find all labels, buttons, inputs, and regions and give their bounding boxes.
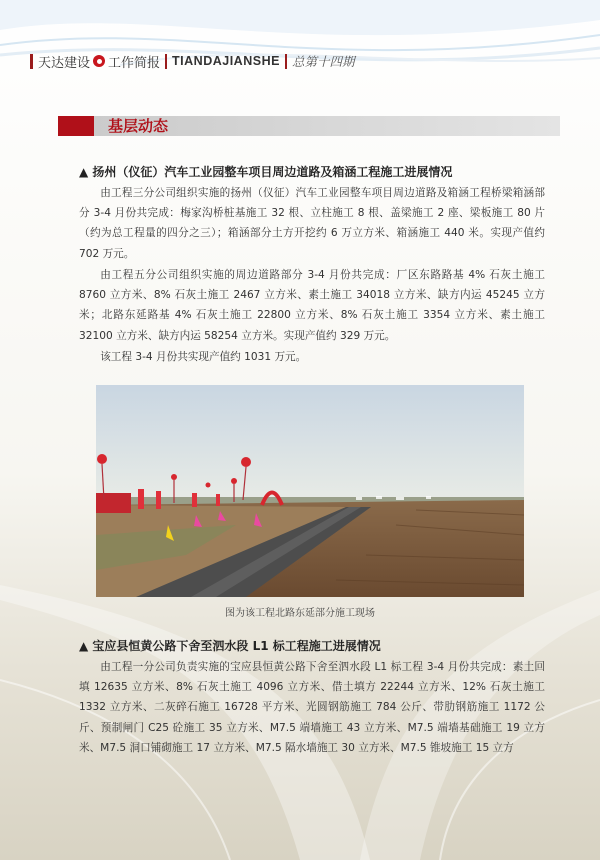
masthead-bar <box>30 54 33 69</box>
section-header <box>58 116 560 136</box>
article-paragraph: 由工程一分公司负责实施的宝应县恒黄公路下舍至泗水段 L1 标工程 3-4 月份共完成：素土回填 12635 立方米、8% 石灰土施工 4096 立方米、借土填方 22244 立方米、12% 石灰土施工 1332 立方米、二灰碎石施工 16728 平方米、光圆钢筋施工 784 公斤、带肋钢筋施工 1172 公斤、预制闸门 C25 砼施工 35 立方米、M7.5 端墙施工 43 立方米、M7.5 端墙基础施工 19 立方米、M7.5 洞口铺砌施工 17 立方米、M7.5 隔水墙施工 30 立方米、M7.5 锥坡施工 15 立方 <box>79 661 545 754</box>
section-accent-block <box>58 116 94 136</box>
section-title: 基层动态 <box>108 117 169 135</box>
article-paragraph: 由工程三分公司组织实施的扬州（仪征）汽车工业园整车项目周边道路及箱涵工程桥梁箱涵部分 3-4 月份共完成：梅家沟桥桩基施工 32 根、立柱施工 8 根、盖梁施工 2 座、梁板施工 80 片（约为总工程量的四分之三）；箱涵部分土方开挖约 6 万立方米、箱涵施工 440 米。实现产值约 702 万元。 <box>79 187 545 260</box>
masthead <box>30 52 354 70</box>
construction-site-photo <box>96 385 524 597</box>
figure-caption: 图为该工程北路东延部分施工现场 <box>225 608 375 619</box>
brand-english: TIANDAJIANSHE <box>172 54 280 68</box>
article-paragraph: 该工程 3-4 月份共实现产值约 1031 万元。 <box>100 351 307 363</box>
newsletter-name: 工作简报 <box>108 55 161 71</box>
article-paragraph: 由工程五分公司组织实施的周边道路部分 3-4 月份共完成：厂区东路路基 4% 石灰土施工 8760 立方米、8% 石灰土施工 2467 立方米、素土施工 34018 立方米、缺方内运 45245 立方米；北路东延路基 4% 石灰土施工 22800 立方米、8% 石灰土施工 3354 立方米、素土施工 32100 立方米、缺方内运 58254 立方米。实现产值约 329 万元。 <box>79 269 545 342</box>
article-heading: ▲ 扬州（仪征）汽车工业园整车项目周边道路及箱涵工程施工进展情况 <box>79 165 453 179</box>
masthead-divider <box>285 54 287 69</box>
issue-number: 总第十四期 <box>291 54 355 69</box>
brand-name: 天达建设 <box>38 55 91 71</box>
article-heading: ▲ 宝应县恒黄公路下舍至泗水段 L1 标工程施工进展情况 <box>79 639 381 653</box>
masthead-divider <box>165 54 167 69</box>
company-logo-icon <box>93 55 105 67</box>
header-wave-decoration <box>0 0 600 90</box>
